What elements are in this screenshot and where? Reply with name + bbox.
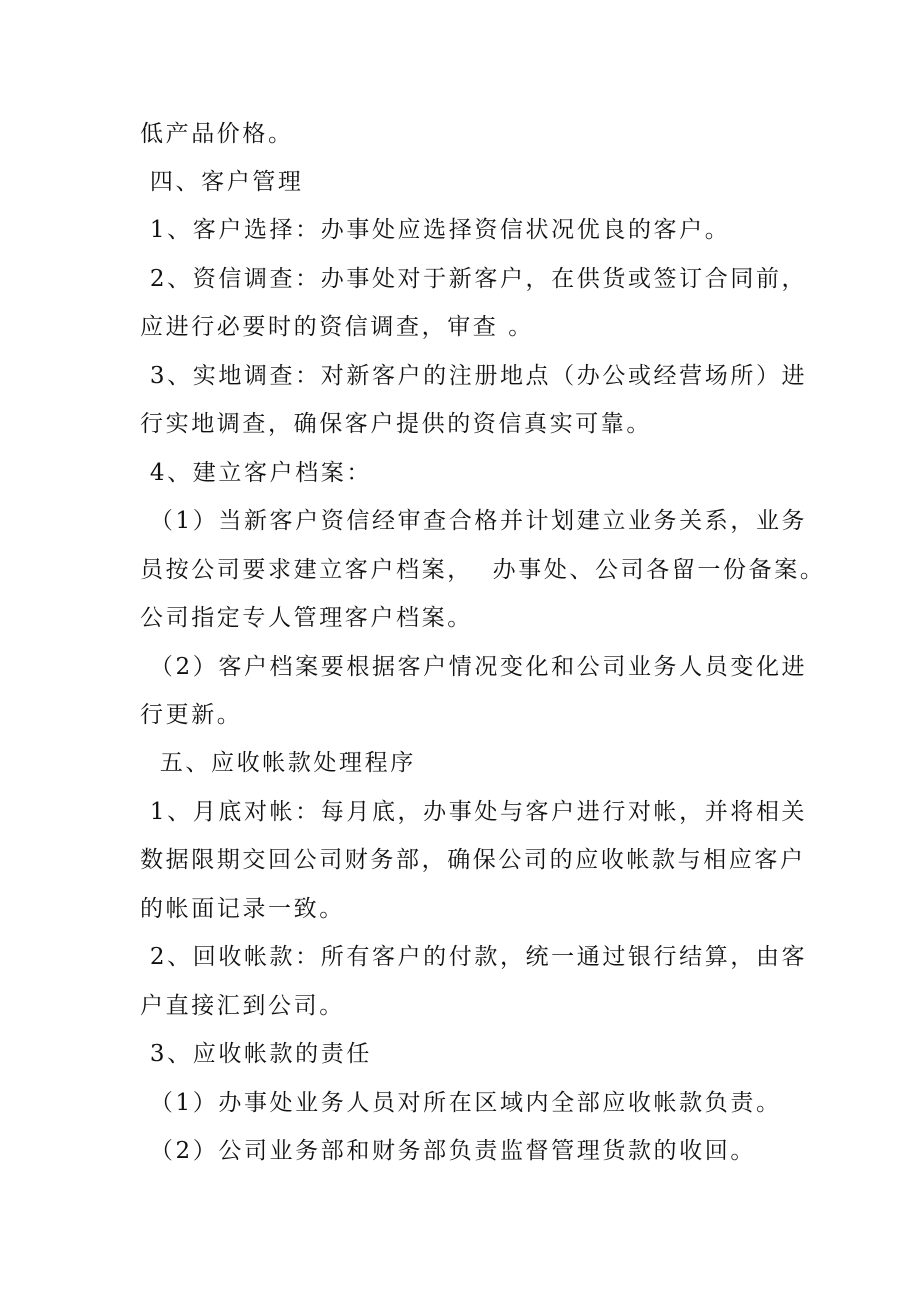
text-line: （1）当新客户资信经审查合格并计划建立业务关系，业务 — [140, 508, 808, 534]
text-line: 2、回收帐款：所有客户的付款，统一通过银行结算，由客 — [140, 944, 808, 970]
text-line: 3、实地调查：对新客户的注册地点（办公或经营场所）进 — [140, 363, 808, 389]
text-line: （2）公司业务部和财务部负责监督管理货款的收回。 — [140, 1138, 756, 1164]
text-line: 数据限期交回公司财务部，确保公司的应收帐款与相应客户 — [140, 847, 806, 873]
text-line: 3、应收帐款的责任 — [140, 1041, 372, 1067]
text-line: 行更新。 — [140, 702, 243, 728]
text-line: 1、月底对帐：每月底，办事处与客户进行对帐，并将相关 — [140, 799, 808, 825]
text-line: 4、建立客户档案： — [140, 460, 372, 486]
section-heading-receivables: 五、应收帐款处理程序 — [140, 750, 416, 776]
text-line: 的帐面记录一致。 — [140, 896, 345, 922]
text-line: 公司指定专人管理客户档案。 — [140, 605, 473, 631]
text-line: 应进行必要时的资信调查，审查 。 — [140, 314, 534, 340]
text-line: 员按公司要求建立客户档案， 办事处、公司各留一份备案。 — [140, 557, 826, 583]
text-line: （2）客户档案要根据客户情况变化和公司业务人员变化进 — [140, 654, 808, 680]
text-line: 低产品价格。 — [140, 121, 294, 147]
section-heading-customer-management: 四、客户管理 — [140, 169, 304, 195]
text-line: 2、资信调查：办事处对于新客户，在供货或签订合同前， — [140, 266, 808, 292]
text-line: 1、客户选择：办事处应选择资信状况优良的客户。 — [140, 217, 731, 243]
text-line: 行实地调查，确保客户提供的资信真实可靠。 — [140, 411, 652, 437]
text-line: 户直接汇到公司。 — [140, 993, 345, 1019]
text-line: （1）办事处业务人员对所在区域内全部应收帐款负责。 — [140, 1090, 782, 1116]
